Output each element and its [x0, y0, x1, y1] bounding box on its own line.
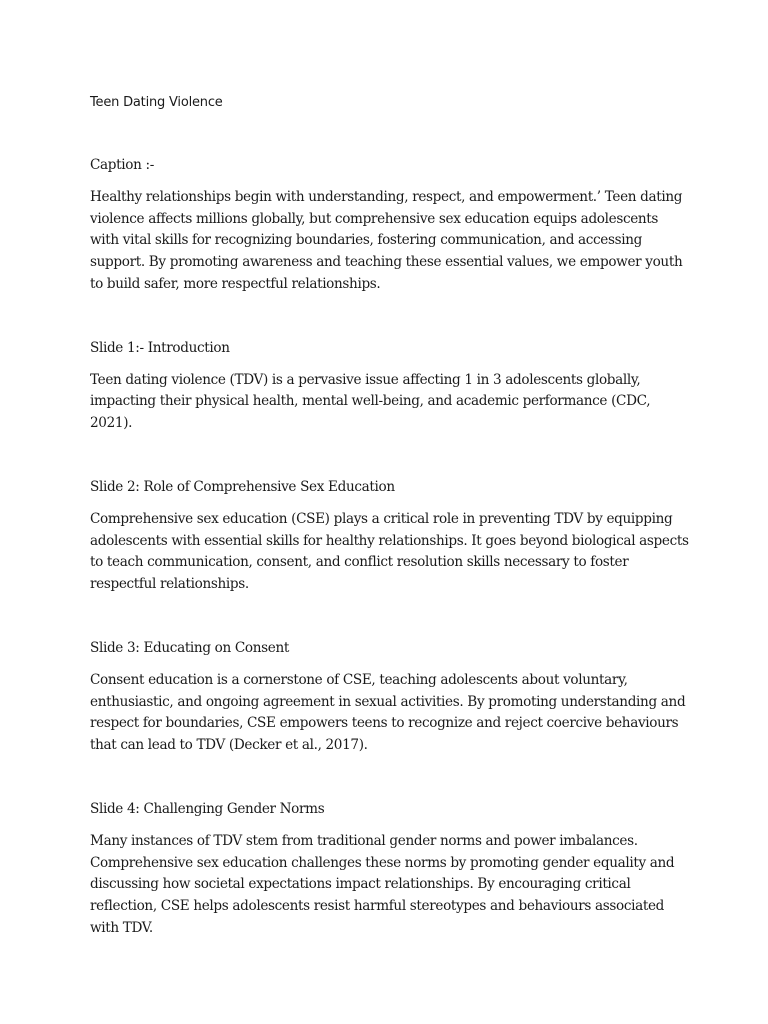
slide-2-heading: Slide 2: Role of Comprehensive Sex Education: [90, 478, 395, 495]
slide-1-heading: Slide 1:- Introduction: [90, 339, 230, 356]
document-body: [90, 92, 690, 940]
slide-4-body: Many instances of TDV stem from traditional gender norms and power imbalances. Comprehensive sex education challenges these norms by promoting gender equality and discussing how societal expectations impact relationships. By encouraging critical reflection, CSE helps adolescents resist harmful stereotypes and behaviours associated with TDV.: [90, 832, 675, 936]
slide-4-heading: Slide 4: Challenging Gender Norms: [90, 800, 325, 817]
caption-text: Healthy relationships begin with understanding, respect, and empowerment.’ Teen dating violence affects millions globally, but comprehensive sex education equips adolescents with vital skills for recognizing boundaries, fostering communication, and accessing support. By promoting awareness and teaching these essential values, we empower youth to build safer, more respectful relationships.: [90, 188, 683, 292]
caption-label: Caption :-: [90, 157, 154, 173]
slide-3-body: Consent education is a cornerstone of CSE, teaching adolescents about voluntary, enthusiastic, and ongoing agreement in sexual activities. By promoting understanding and respect for boundaries, CSE empowers teens to recognize and reject coercive behaviours that can lead to TDV (Decker et al., 2017).: [90, 671, 686, 754]
slide-1-body: Teen dating violence (TDV) is a pervasive issue affecting 1 in 3 adolescents globally, impacting their physical health, mental well-being, and academic performance (CDC, 2021).: [90, 371, 651, 432]
document-title: Teen Dating Violence: [90, 95, 223, 110]
slide-2-body: Comprehensive sex education (CSE) plays a critical role in preventing TDV by equipping adolescents with essential skills for healthy relationships. It goes beyond biological aspects to teach communication, consent, and conflict resolution skills necessary to foster respectful relationships.: [90, 510, 689, 593]
slide-3-heading: Slide 3: Educating on Consent: [90, 639, 290, 656]
